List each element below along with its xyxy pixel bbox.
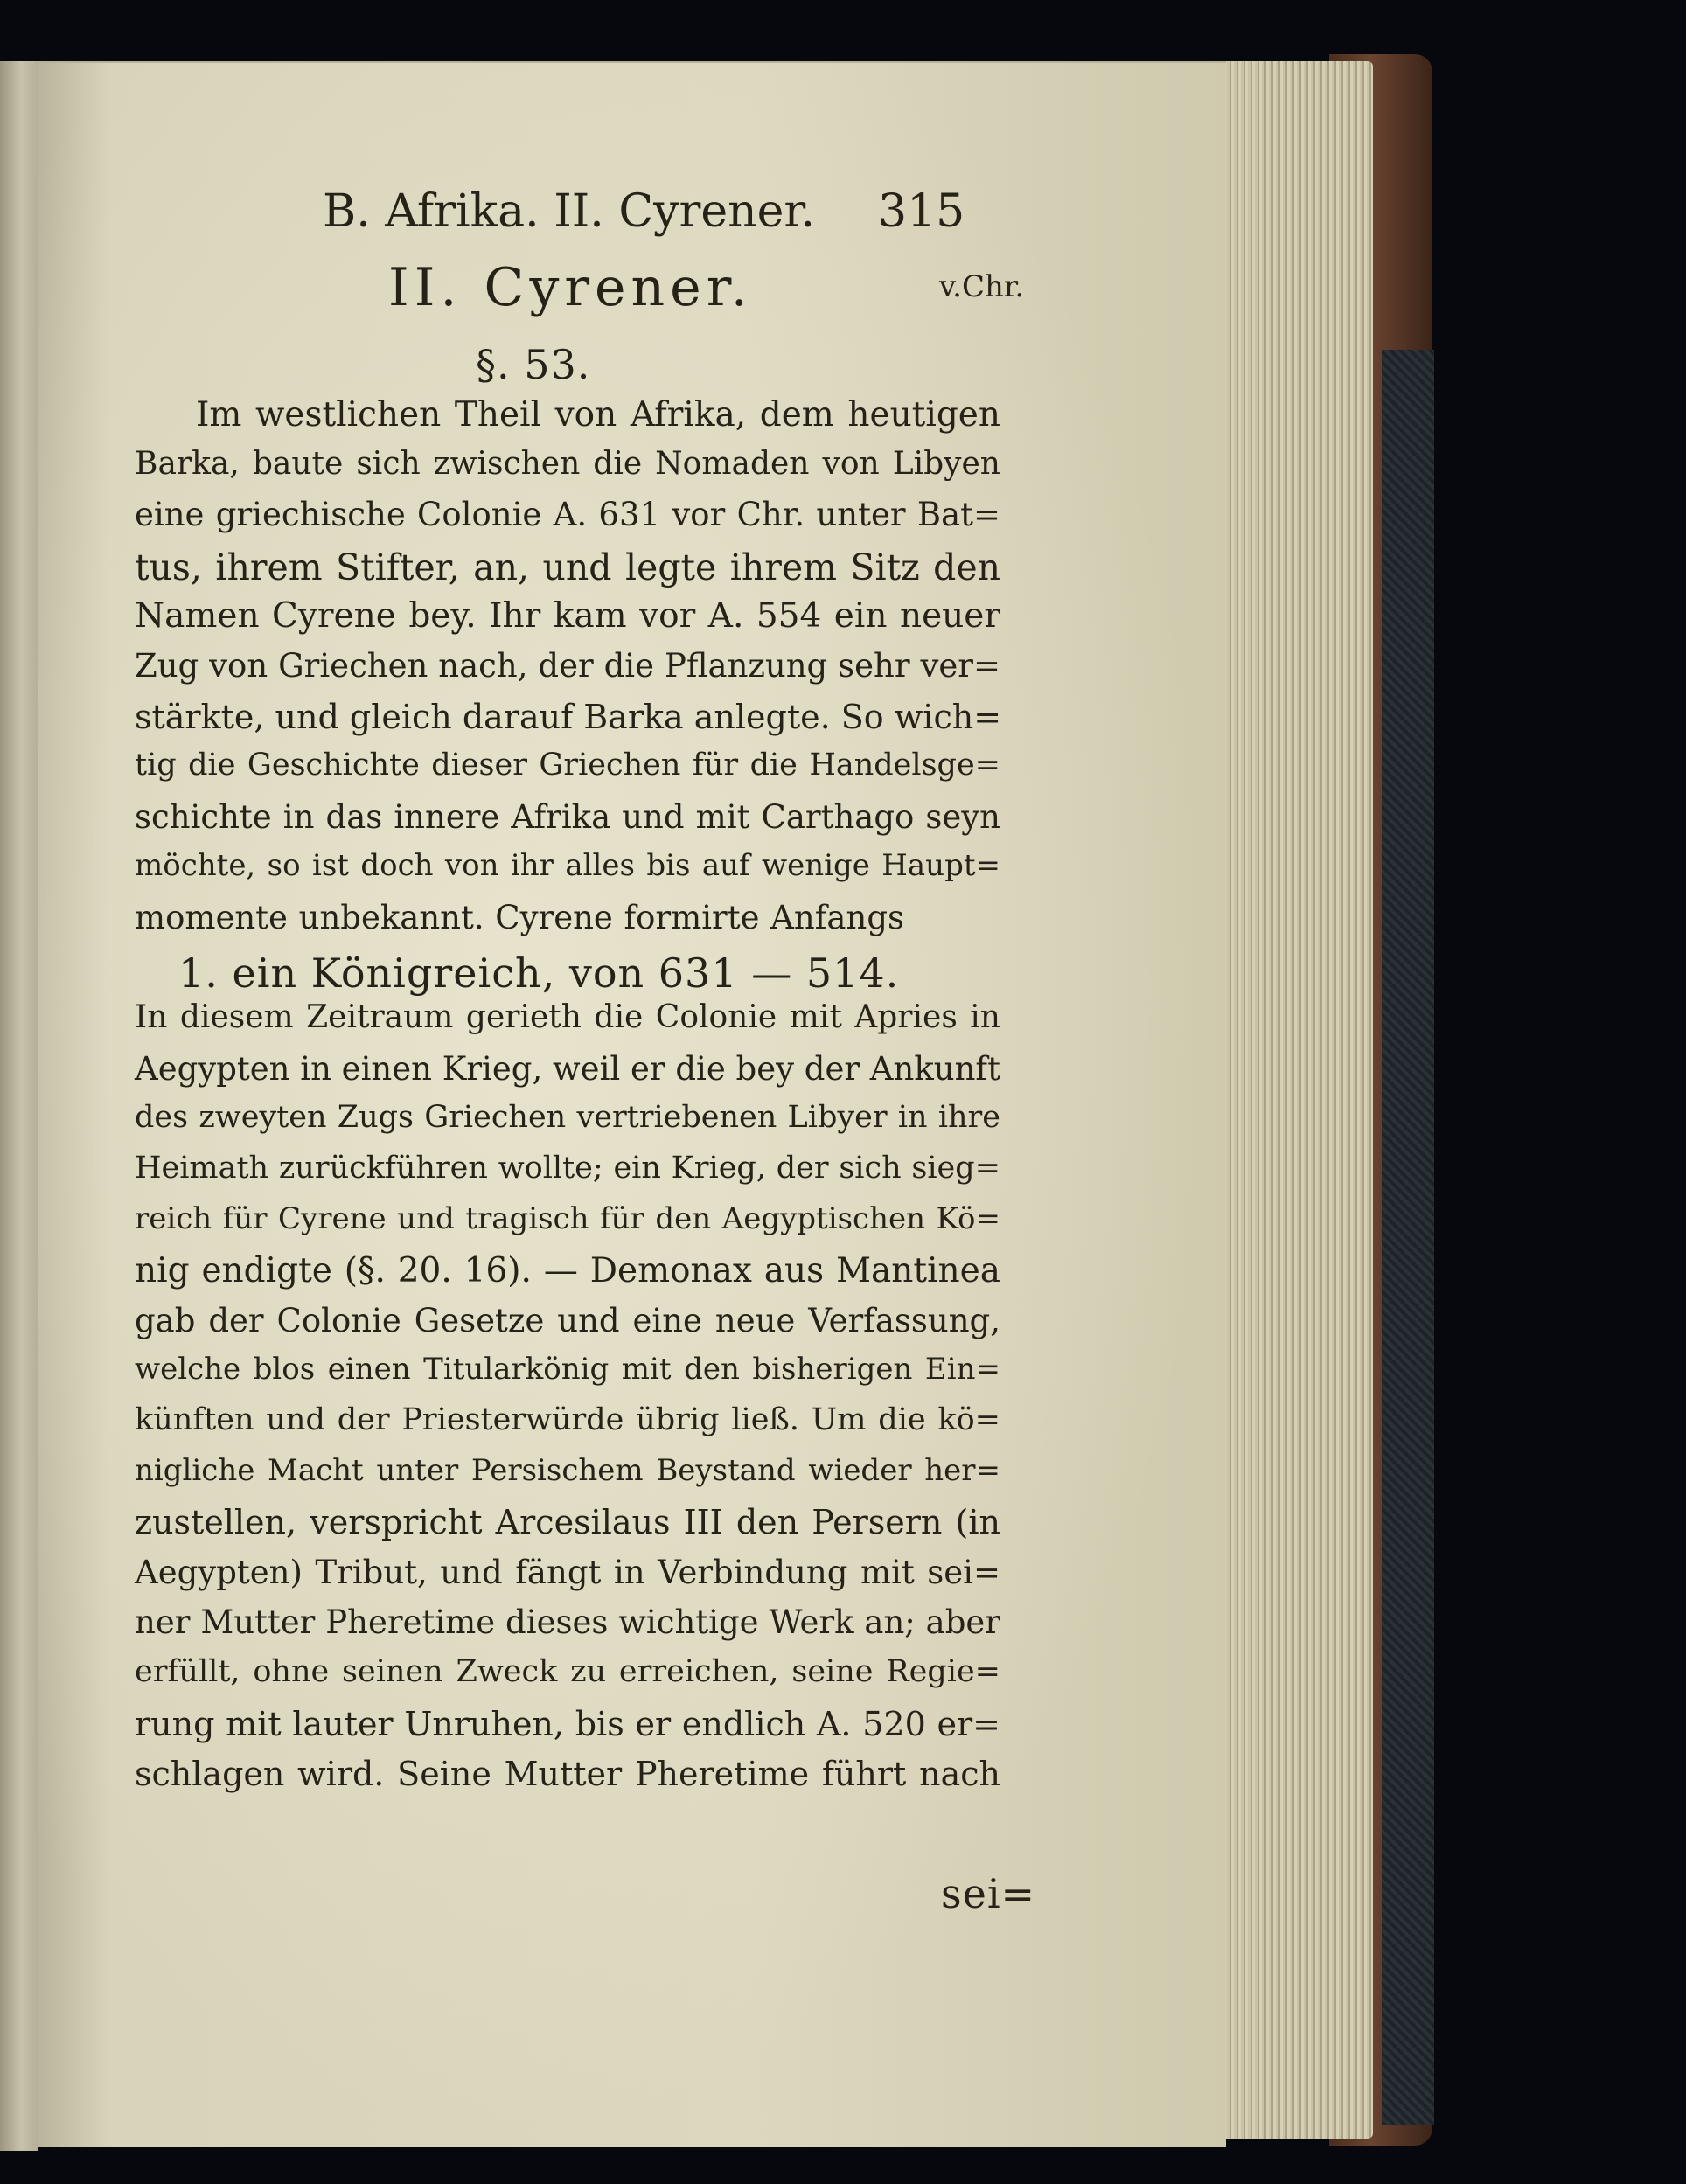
catchword: sei= <box>941 1870 1036 1917</box>
section-title: II. Cyrener. <box>388 257 753 318</box>
body-line: Aegypten in einen Krieg, weil er die bey der Ankunft <box>135 1049 1000 1088</box>
body-line: tig die Geschichte dieser Griechen für die Handelsge= <box>135 748 1000 783</box>
book-page <box>38 61 1226 2147</box>
body-line: Zug von Griechen nach, der die Pflanzung sehr ver= <box>135 647 1000 685</box>
body-line: schlagen wird. Seine Mutter Pheretime führt nach <box>135 1755 1000 1794</box>
body-line: stärkte, und gleich darauf Barka anlegte. So wich= <box>135 697 1002 736</box>
body-line: ner Mutter Pheretime dieses wichtige Werk an; aber <box>135 1603 1000 1642</box>
body-line: Aegypten) Tribut, und fängt in Verbindung mit sei= <box>135 1553 1000 1591</box>
body-line: momente unbekannt. Cyrene formirte Anfangs <box>135 899 904 936</box>
page-edges-stack <box>1220 61 1373 2139</box>
body-line: möchte, so ist doch von ihr alles bis auf wenige Haupt= <box>135 848 1000 884</box>
body-line: künften und der Priesterwürde übrig ließ. Um die kö= <box>135 1402 1000 1437</box>
body-line: eine griechische Colonie A. 631 vor Chr. unter Bat= <box>135 496 1000 534</box>
body-line: nig endigte (§. 20. 16). — Demonax aus Mantinea <box>135 1251 1000 1291</box>
body-line: Heimath zurückführen wollte; ein Krieg, der sich sieg= <box>135 1151 1000 1186</box>
body-line: Namen Cyrene bey. Ihr kam vor A. 554 ein neuer <box>135 596 1000 636</box>
body-line: Barka, baute sich zwischen die Nomaden von Libyen <box>135 445 1000 482</box>
body-line: nigliche Macht unter Persischem Beystand wieder her= <box>135 1452 1000 1488</box>
page-number: 315 <box>878 185 965 238</box>
body-line: rung mit lauter Unruhen, bis er endlich A. 520 er= <box>135 1704 1000 1743</box>
body-line: In diesem Zeitraum gerieth die Colonie mit Apries in <box>135 999 1000 1036</box>
body-line: des zweyten Zugs Griechen vertriebenen Libyer in ihre <box>135 1100 1000 1136</box>
body-line: gab der Colonie Gesetze und eine neue Verfassung, <box>135 1301 1000 1339</box>
running-title: B. Afrika. II. Cyrener. <box>323 185 816 238</box>
body-line: schichte in das innere Afrika und mit Carthago seyn <box>135 797 1000 836</box>
book-cover-cloth <box>1382 350 1434 2125</box>
margin-note: v.Chr. <box>939 269 1025 304</box>
body-line: 1. ein Königreich, von 631 — 514. <box>178 949 900 997</box>
left-page-edge <box>0 61 38 2151</box>
body-line: erfüllt, ohne seinen Zweck zu erreichen, seine Regie= <box>135 1654 1000 1689</box>
paragraph-mark: §. 53. <box>476 341 591 388</box>
body-line: tus, ihrem Stifter, an, und legte ihrem Sitz den <box>135 546 1000 588</box>
body-line: zustellen, verspricht Arcesilaus III den Persern (in <box>135 1503 1000 1542</box>
body-line: Im westlichen Theil von Afrika, dem heutigen <box>196 395 1000 435</box>
body-line: reich für Cyrene und tragisch für den Aegyptischen Kö= <box>135 1200 1000 1236</box>
body-line: welche blos einen Titularkönig mit den bisherigen Ein= <box>135 1352 1000 1388</box>
